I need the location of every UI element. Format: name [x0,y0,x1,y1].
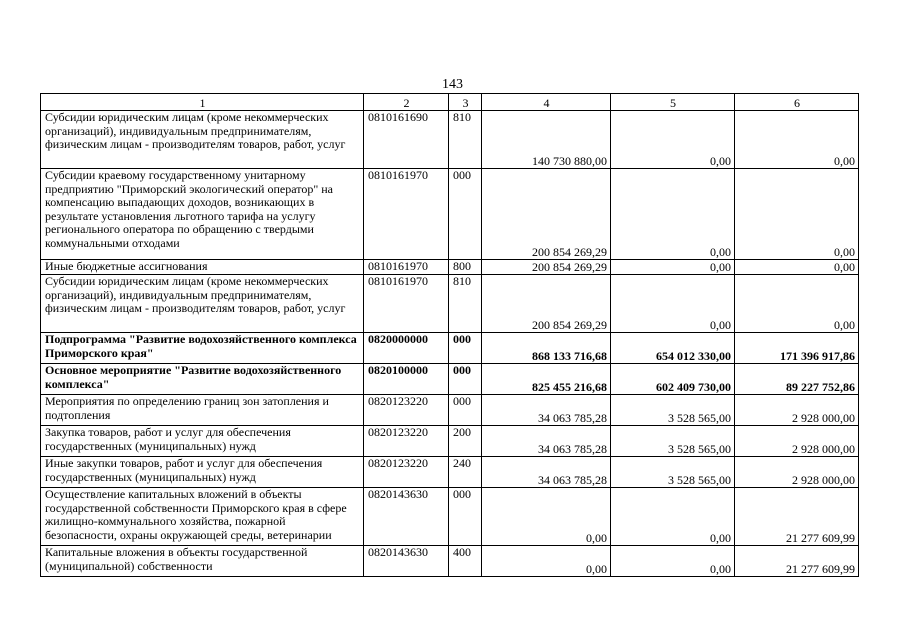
amount-col5-cell: 0,00 [611,260,735,275]
expense-type-cell: 000 [449,364,482,395]
amount-col5-cell: 0,00 [611,546,735,577]
table-row [41,546,859,577]
row-name-cell: Осуществление капитальных вложений в объекты государственной собственности Приморского края в сфере жилищно-коммунального хозяйства, пожарной безопасности, охраны окружающей среды, ветеринарии [41,488,364,546]
target-article-code-cell: 0820123220 [364,426,449,457]
expense-type-cell: 000 [449,169,482,260]
row-name-cell: Субсидии краевому государственному унитарному предприятию "Приморский экологический оператор" на компенсацию выпадающих доходов, возникающих в результате установления льготного тарифа на услугу регионального оператора по обращению с твердыми коммунальными отходами [41,169,364,260]
target-article-code-cell: 0810161970 [364,275,449,333]
row-name-cell: Иные закупки товаров, работ и услуг для обеспечения государственных (муниципальных) нужд [41,457,364,488]
column-header: 2 [364,94,449,111]
amount-col5-cell: 3 528 565,00 [611,395,735,426]
amount-col6-cell: 2 928 000,00 [735,426,859,457]
expense-type-cell: 200 [449,426,482,457]
target-article-code-cell: 0820123220 [364,457,449,488]
amount-col5-cell: 3 528 565,00 [611,457,735,488]
amount-col4-cell: 34 063 785,28 [482,395,611,426]
table-row [41,364,859,395]
amount-col4-cell: 200 854 269,29 [482,169,611,260]
amount-col5-cell: 0,00 [611,488,735,546]
amount-col6-cell: 0,00 [735,275,859,333]
amount-col4-cell: 0,00 [482,488,611,546]
expense-type-cell: 000 [449,333,482,364]
amount-col5-cell: 3 528 565,00 [611,426,735,457]
column-header: 5 [611,94,735,111]
target-article-code-cell: 0810161970 [364,169,449,260]
amount-col4-cell: 0,00 [482,546,611,577]
amount-col6-cell: 0,00 [735,111,859,169]
expense-type-cell: 400 [449,546,482,577]
row-name-cell: Подпрограмма "Развитие водохозяйственного комплекса Приморского края" [41,333,364,364]
target-article-code-cell: 0810161970 [364,260,449,275]
amount-col5-cell: 0,00 [611,169,735,260]
target-article-code-cell: 0820100000 [364,364,449,395]
column-header: 4 [482,94,611,111]
page-number: 143 [442,77,463,92]
amount-col5-cell: 0,00 [611,275,735,333]
target-article-code-cell: 0820123220 [364,395,449,426]
table-row [41,111,859,169]
amount-col4-cell: 200 854 269,29 [482,275,611,333]
amount-col6-cell: 21 277 609,99 [735,546,859,577]
amount-col6-cell: 2 928 000,00 [735,395,859,426]
column-header: 1 [41,94,364,111]
amount-col4-cell: 868 133 716,68 [482,333,611,364]
target-article-code-cell: 0820143630 [364,546,449,577]
amount-col6-cell: 171 396 917,86 [735,333,859,364]
table-row [41,488,859,546]
column-header: 6 [735,94,859,111]
table-row [41,395,859,426]
row-name-cell: Иные бюджетные ассигнования [41,260,364,275]
row-name-cell: Закупка товаров, работ и услуг для обеспечения государственных (муниципальных) нужд [41,426,364,457]
table-row [41,426,859,457]
amount-col5-cell: 602 409 730,00 [611,364,735,395]
target-article-code-cell: 0810161690 [364,111,449,169]
expense-type-cell: 810 [449,275,482,333]
column-header: 3 [449,94,482,111]
amount-col6-cell: 21 277 609,99 [735,488,859,546]
expense-type-cell: 000 [449,488,482,546]
row-name-cell: Мероприятия по определению границ зон затопления и подтопления [41,395,364,426]
amount-col4-cell: 825 455 216,68 [482,364,611,395]
table-row [41,333,859,364]
budget-table [40,93,859,577]
table-row [41,169,859,260]
amount-col4-cell: 34 063 785,28 [482,426,611,457]
amount-col5-cell: 654 012 330,00 [611,333,735,364]
amount-col6-cell: 89 227 752,86 [735,364,859,395]
target-article-code-cell: 0820143630 [364,488,449,546]
table-row [41,275,859,333]
expense-type-cell: 800 [449,260,482,275]
amount-col4-cell: 140 730 880,00 [482,111,611,169]
table-row [41,457,859,488]
table-row [41,260,859,275]
amount-col6-cell: 0,00 [735,169,859,260]
row-name-cell: Капитальные вложения в объекты государственной (муниципальной) собственности [41,546,364,577]
row-name-cell: Субсидии юридическим лицам (кроме некоммерческих организаций), индивидуальным предпринимателям, физическим лицам - производителям товаров, работ, услуг [41,275,364,333]
amount-col6-cell: 0,00 [735,260,859,275]
expense-type-cell: 810 [449,111,482,169]
amount-col4-cell: 34 063 785,28 [482,457,611,488]
target-article-code-cell: 0820000000 [364,333,449,364]
row-name-cell: Субсидии юридическим лицам (кроме некоммерческих организаций), индивидуальным предпринимателям, физическим лицам - производителям товаров, работ, услуг [41,111,364,169]
row-name-cell: Основное мероприятие "Развитие водохозяйственного комплекса" [41,364,364,395]
amount-col6-cell: 2 928 000,00 [735,457,859,488]
table-header-row [41,94,859,111]
amount-col4-cell: 200 854 269,29 [482,260,611,275]
amount-col5-cell: 0,00 [611,111,735,169]
expense-type-cell: 240 [449,457,482,488]
expense-type-cell: 000 [449,395,482,426]
